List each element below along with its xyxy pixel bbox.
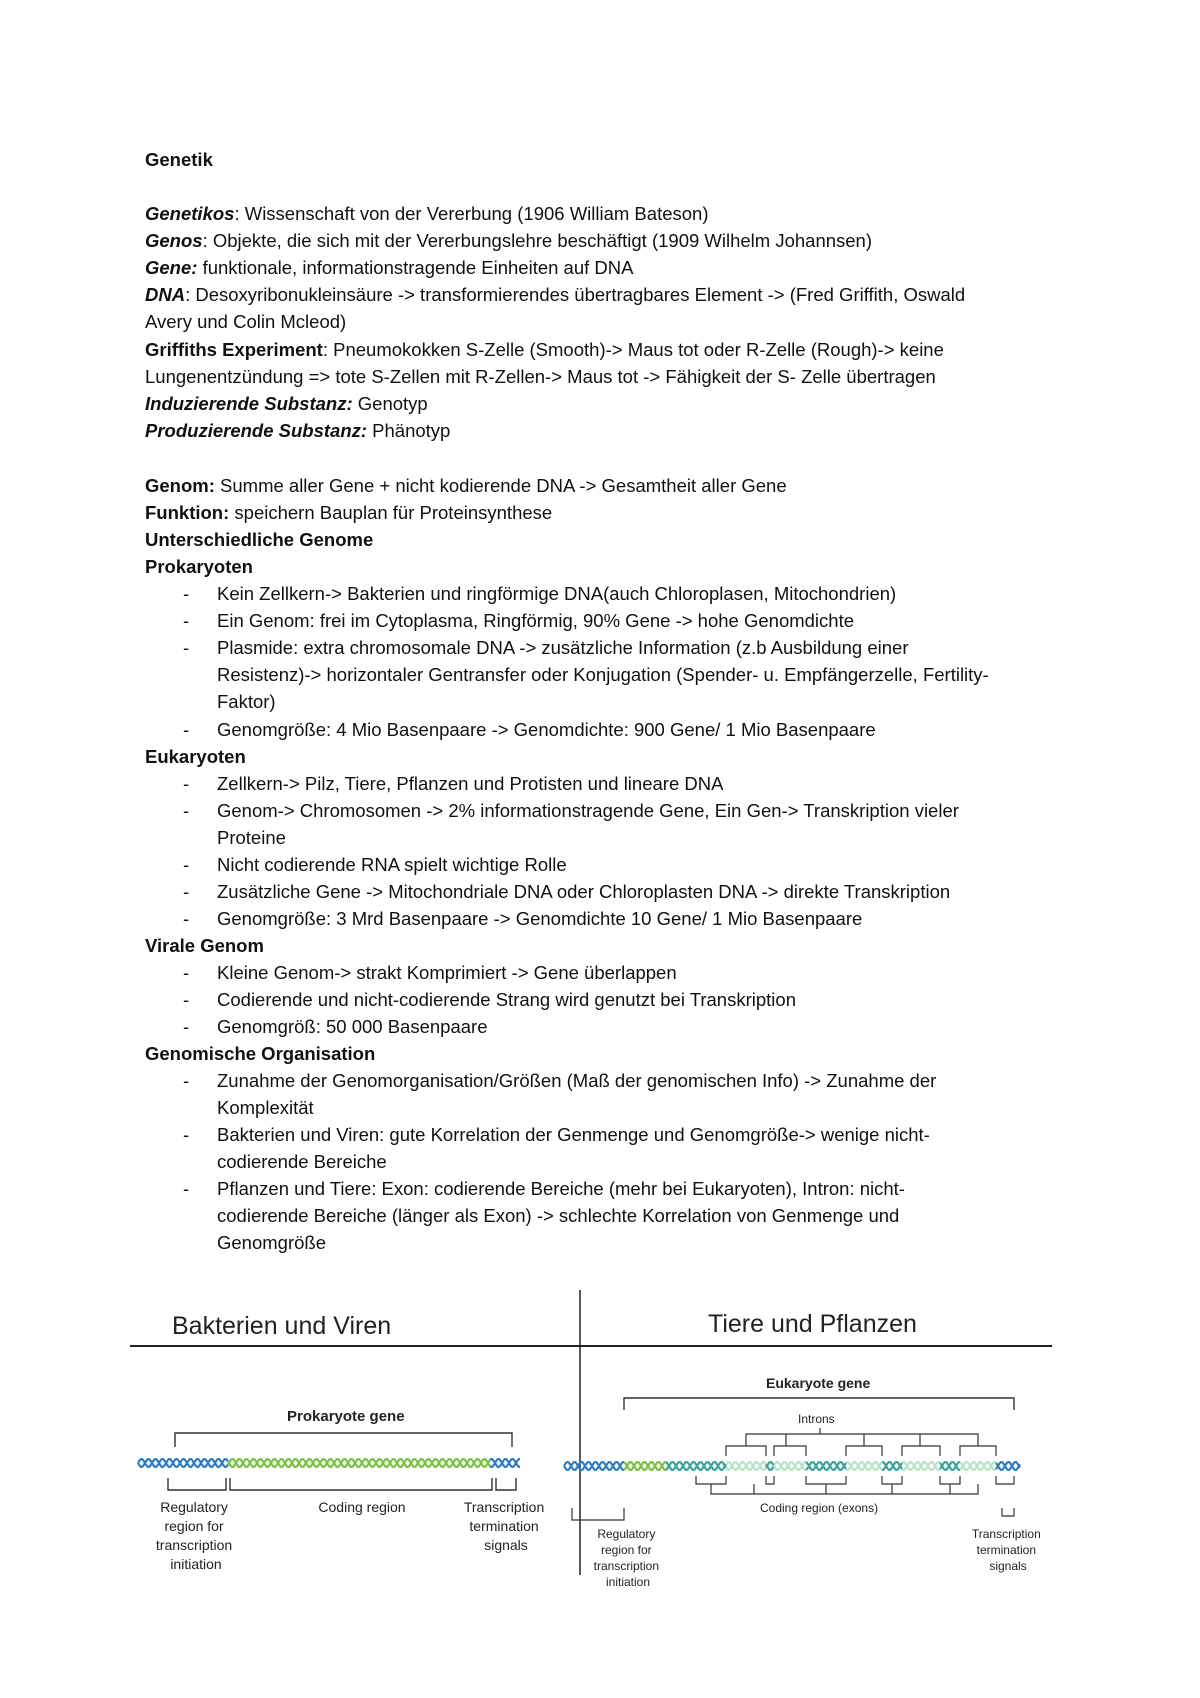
def-term: Induzierende Substanz: [145, 393, 353, 414]
heading-organisation: Genomische Organisation [145, 1043, 376, 1064]
def-text: funktionale, informationstragende Einheiten auf DNA [197, 257, 634, 278]
def-term: Genetikos [145, 203, 235, 224]
def-term: Genos [145, 230, 203, 251]
label-line: initiation [170, 1556, 222, 1572]
label-line: Regulatory [597, 1527, 656, 1541]
eukaryote-gene-label: Eukaryote gene [766, 1375, 871, 1391]
left-title: Bakterien und Viren [172, 1312, 392, 1340]
introns-label: Introns [798, 1412, 835, 1426]
list-item-cont: codierende Bereiche [217, 1151, 387, 1172]
label-line: region for [164, 1518, 224, 1534]
prokaryote-gene-bracket [175, 1433, 512, 1447]
bullet-dash: - [183, 989, 190, 1010]
list-item: Bakterien und Viren: gute Korrelation der Genmenge und Genomgröße-> wenige nicht- [217, 1124, 930, 1145]
regulatory-label [156, 1499, 236, 1572]
label-line: termination [469, 1518, 539, 1534]
def-gene [145, 254, 633, 281]
heading-genome: Unterschiedliche Genome [145, 529, 374, 550]
list-item-cont: Proteine [217, 827, 286, 848]
def-griffith [145, 336, 944, 363]
def-funktion [145, 499, 552, 526]
def-text: Genotyp [352, 393, 428, 414]
bullet-dash: - [183, 773, 190, 794]
list-item: Ein Genom: frei im Cytoplasma, Ringförmig, 90% Gene -> hohe Genomdichte [217, 610, 855, 631]
gene-structure-figure [130, 1290, 1060, 1590]
eukaryote-gene-bracket [624, 1398, 1014, 1410]
heading-prokaryoten: Prokaryoten [145, 556, 253, 577]
introns-tree [746, 1428, 978, 1446]
intron-brackets [726, 1446, 996, 1456]
heading-eukaryoten: Eukaryoten [145, 746, 246, 767]
def-genom [145, 472, 787, 499]
list-item: Nicht codierende RNA spielt wichtige Rolle [217, 854, 567, 875]
list-item-cont: Faktor) [217, 691, 276, 712]
list-item-cont: codierende Bereiche (länger als Exon) -> schlechte Korrelation von Genmenge und [217, 1205, 900, 1226]
def-term: Gene: [145, 257, 198, 278]
def-produzierend [145, 417, 450, 444]
def-induzierend [145, 390, 428, 417]
def-text: Objekte, die sich mit der Vererbungslehre beschäftigt (1909 Wilhelm Johannsen) [207, 230, 873, 251]
list-item: Zellkern-> Pilz, Tiere, Pflanzen und Protisten und lineare DNA [217, 773, 724, 794]
def-text: Wissenschaft von der Vererbung (1906 William Bateson) [239, 203, 709, 224]
def-text: Desoxyribonukleinsäure -> transformierendes übertragbares Element -> (Fred Griffith, Oswald [190, 284, 966, 305]
prokaryote-gene-label: Prokaryote gene [287, 1408, 405, 1425]
bullet-dash: - [183, 610, 190, 631]
bullet-dash: - [183, 637, 190, 658]
bullet-dash: - [183, 962, 190, 983]
def-text: Pneumokokken S-Zelle (Smooth)-> Maus tot oder R-Zelle (Rough)-> keine [327, 339, 944, 360]
list-item: Genom-> Chromosomen -> 2% informationstragende Gene, Ein Gen-> Transkription vieler [217, 800, 959, 821]
eukaryote-dna-strand [564, 1462, 1020, 1470]
label-line: initiation [605, 1575, 651, 1589]
label-line: termination [976, 1543, 1037, 1557]
list-item: Genomgröße: 3 Mrd Basenpaare -> Genomdichte 10 Gene/ 1 Mio Basenpaare [217, 908, 863, 929]
def-dna [145, 281, 965, 308]
def-text: Summe aller Gene + nicht kodierende DNA -> Gesamtheit aller Gene [214, 475, 787, 496]
bullet-dash: - [183, 854, 190, 875]
list-item-cont: Genomgröße [217, 1232, 326, 1253]
list-item-cont: Komplexität [217, 1097, 314, 1118]
def-term: Griffiths Experiment [145, 339, 323, 360]
def-sep: : [185, 284, 191, 305]
label-line: Transcription [971, 1527, 1041, 1541]
def-sep: : [322, 339, 328, 360]
heading-viral: Virale Genom [145, 935, 264, 956]
def-text: speichern Bauplan für Proteinsynthese [229, 502, 553, 523]
termination-label-right [972, 1527, 1044, 1573]
def-sep: : [202, 230, 208, 251]
termination-bracket-right [1002, 1508, 1014, 1516]
def-griffith-cont: Lungenentzündung => tote S-Zellen mit R-Zellen-> Maus tot -> Fähigkeit der S- Zelle übertragen [145, 366, 936, 387]
label-line: Transcription [463, 1499, 545, 1515]
label-line: Regulatory [160, 1499, 228, 1515]
bullet-dash: - [183, 719, 190, 740]
label-line: transcription [593, 1559, 660, 1573]
right-title: Tiere und Pflanzen [708, 1310, 917, 1338]
regulatory-bracket [168, 1478, 226, 1490]
bullet-dash: - [183, 800, 190, 821]
def-dna-cont: Avery und Colin Mcleod) [145, 311, 347, 332]
list-item: Genomgröße: 4 Mio Basenpaare -> Genomdichte: 900 Gene/ 1 Mio Basenpaare [217, 719, 876, 740]
bullet-dash: - [183, 1016, 190, 1037]
list-item: Codierende und nicht-codierende Strang wird genutzt bei Transkription [217, 989, 796, 1010]
bullet-dash: - [183, 1070, 190, 1091]
bullet-dash: - [183, 908, 190, 929]
termination-bracket [496, 1478, 516, 1490]
list-item: Kleine Genom-> strakt Komprimiert -> Gene überlappen [217, 962, 677, 983]
bullet-dash: - [183, 1178, 190, 1199]
list-item-cont: Resistenz)-> horizontaler Gentransfer oder Konjugation (Spender- u. Empfängerzelle, Fertility- [217, 664, 989, 685]
list-item: Plasmide: extra chromosomale DNA -> zusätzliche Information (z.b Ausbildung einer [217, 637, 909, 658]
def-term: DNA [145, 284, 186, 305]
exon-brackets [696, 1476, 1014, 1484]
def-text: Phänotyp [367, 420, 451, 441]
def-genetikos [145, 200, 708, 227]
coding-region-exons-label: Coding region (exons) [760, 1501, 879, 1515]
list-item: Genomgröß: 50 000 Basenpaare [217, 1016, 488, 1037]
exon-tree [711, 1484, 978, 1494]
label-line: signals [484, 1537, 528, 1553]
list-item: Pflanzen und Tiere: Exon: codierende Bereiche (mehr bei Eukaryoten), Intron: nicht- [217, 1178, 905, 1199]
def-genos [145, 227, 872, 254]
list-item: Kein Zellkern-> Bakterien und ringförmige DNA(auch Chloroplasen, Mitochondrien) [217, 583, 897, 604]
doc-title: Genetik [145, 149, 213, 170]
list-item: Zunahme der Genomorganisation/Größen (Maß der genomischen Info) -> Zunahme der [217, 1070, 937, 1091]
label-line: region for [600, 1543, 652, 1557]
list-item: Zusätzliche Gene -> Mitochondriale DNA oder Chloroplasten DNA -> direkte Transkription [217, 881, 951, 902]
def-term: Funktion: [145, 502, 230, 523]
prokaryote-dna-strand [138, 1459, 520, 1467]
coding-region-label: Coding region [318, 1499, 406, 1515]
bullet-dash: - [183, 1124, 190, 1145]
def-sep: : [234, 203, 240, 224]
regulatory-label-right [594, 1527, 663, 1589]
label-line: transcription [155, 1537, 233, 1553]
dna-strand-segment [726, 1462, 766, 1470]
label-line: signals [989, 1559, 1027, 1573]
coding-bracket [230, 1478, 492, 1490]
termination-label [464, 1499, 548, 1553]
def-term: Produzierende Substanz: [145, 420, 368, 441]
def-term: Genom: [145, 475, 215, 496]
bullet-dash: - [183, 881, 190, 902]
bullet-dash: - [183, 583, 190, 604]
